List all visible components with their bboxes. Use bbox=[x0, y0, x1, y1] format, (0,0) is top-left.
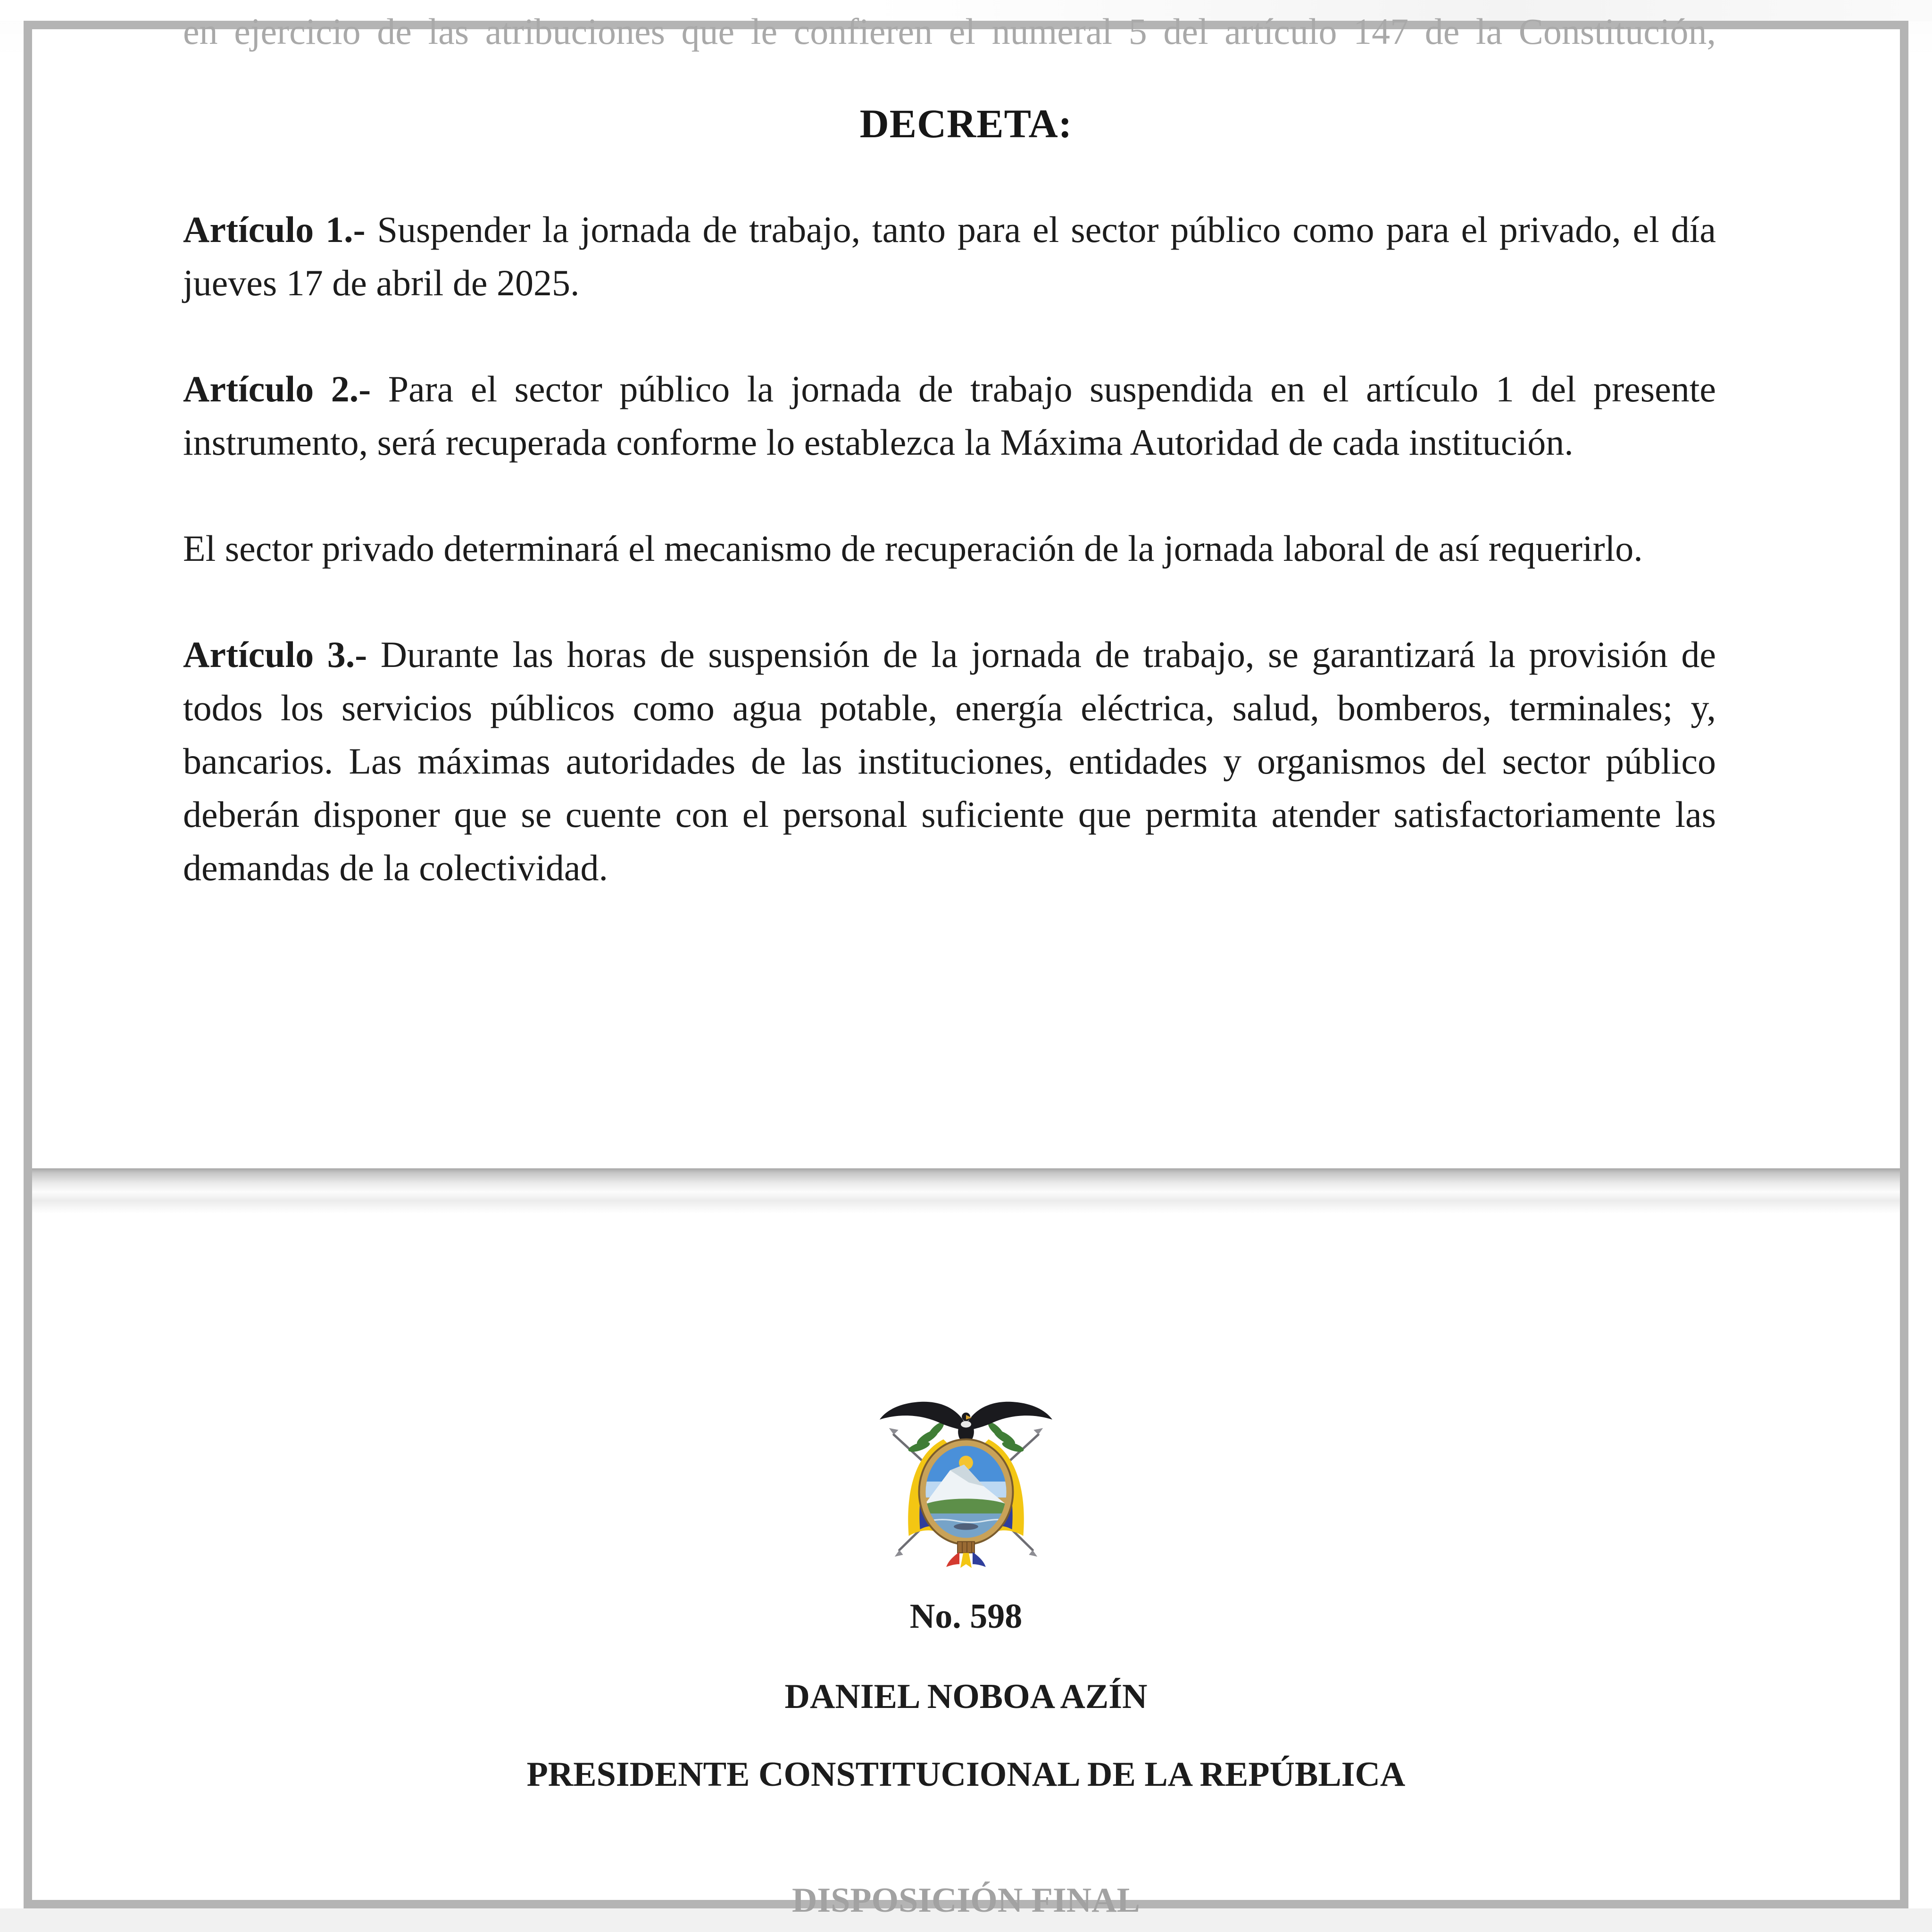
article-1-text: Suspender la jornada de trabajo, tanto para el sector público como para el privado, el día jueves 17 de abril de 2025. bbox=[183, 209, 1716, 303]
article-3-label: Artículo 3.- bbox=[183, 634, 381, 675]
clipped-text-bottom bbox=[32, 1881, 1900, 1920]
president-title: PRESIDENTE CONSTITUCIONAL DE LA REPÚBLICA bbox=[526, 1755, 1406, 1794]
article-2-label: Artículo 2.- bbox=[183, 368, 388, 409]
article-1-label: Artículo 1.- bbox=[183, 209, 377, 250]
clipped-line-top: en ejercicio de las atribuciones que le confieren el numeral 5 del artículo 147 de la Constitución, bbox=[183, 11, 1716, 52]
decreta-heading: DECRETA: bbox=[859, 101, 1073, 146]
president-name: DANIEL NOBOA AZÍN bbox=[784, 1677, 1148, 1716]
article-2-text: Para el sector público la jornada de trabajo suspendida en el artículo 1 del presente instrumento, será recuperada conforme lo establezca la Máxima Autoridad de cada institución. bbox=[183, 368, 1716, 463]
private-sector-paragraph bbox=[183, 522, 1716, 575]
document-page-frame bbox=[24, 11, 1908, 1920]
clipped-line-bottom: DISPOSICIÓN FINAL bbox=[791, 1881, 1141, 1920]
article-3-text: Durante las horas de suspensión de la jornada de trabajo, se garantizará la provisión de todos los servicios públicos como agua potable, energía eléctrica, salud, bomberos, terminales; y, bancarios. Las máximas autoridades de las instituciones, entidades y organismos del sector público deberán disponer que se cuente con el personal suficiente que permita atender satisfactoriamente las demandas de la colectividad. bbox=[183, 634, 1716, 888]
ecuador-coat-of-arms-icon bbox=[872, 1394, 1060, 1569]
decree-number: No. 598 bbox=[909, 1597, 1023, 1636]
article-1-paragraph bbox=[183, 203, 1716, 309]
page-separator bbox=[32, 1168, 1900, 1214]
article-2-paragraph bbox=[183, 362, 1716, 469]
decree-articles bbox=[183, 203, 1716, 947]
private-sector-text: El sector privado determinará el mecanismo de recuperación de la jornada laboral de así requerirlo. bbox=[183, 528, 1643, 569]
article-3-paragraph bbox=[183, 628, 1716, 894]
clipped-text-top bbox=[183, 11, 1716, 52]
